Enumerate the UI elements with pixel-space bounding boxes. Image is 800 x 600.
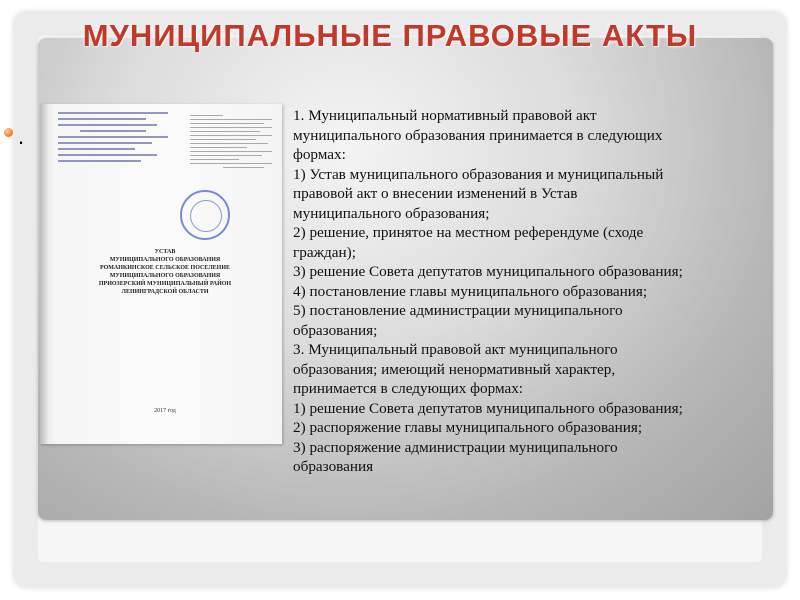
bullet-marker-icon [4,128,13,137]
document-title-line: МУНИЦИПАЛЬНОГО ОБРАЗОВАНИЯ [109,257,221,263]
body-line: 1. Муниципальный нормативный правовой акт [293,107,597,124]
body-line: образования; [293,321,378,339]
body-line: 4) постановление главы муниципального образования; [293,282,648,300]
document-spine [40,104,48,444]
body-line: 1) решение Совета депутатов муниципального образования; [293,399,683,417]
body-line: граждан); [293,243,356,261]
document-year: 2017 год [154,408,176,414]
registration-stamp [58,108,168,166]
body-line: 2) решение, принятое на местном референдуме (сходе [293,224,644,241]
approval-block [190,112,272,171]
slide-title: МУНИЦИПАЛЬНЫЕ ПРАВОВЫЕ АКТЫ [82,18,698,53]
document-title-line: МУНИЦИПАЛЬНОГО ОБРАЗОВАНИЯ [109,273,221,279]
body-line: 1) Устав муниципального образования и муниципальный [293,165,664,183]
document-title-line: РОМАНКИНСКОЕ СЕЛЬСКОЕ ПОСЕЛЕНИЕ [99,265,231,271]
body-line: формах: [293,146,346,163]
document-photo [40,104,282,444]
body-line: муниципального образования принимается в следующих [293,126,663,144]
body-line: муниципального образования; [293,204,490,222]
body-line: правовой акт о внесении изменений в Устав [293,185,578,202]
body-line: принимается в следующих формах: [293,380,524,397]
body-line: 2) распоряжение главы муниципального образования; [293,419,643,436]
document-title [60,248,270,296]
body-line: 3) распоряжение администрации муниципального [293,438,618,456]
bullet-text: . [18,124,25,149]
body-line: образования; имеющий ненормативный характер, [293,360,616,378]
body-text [293,106,763,477]
body-line: 5) постановление администрации муниципального [293,302,623,319]
body-line: образования [293,458,374,475]
seal-stamp-icon [180,190,230,240]
document-title-line: УСТАВ [154,249,176,255]
document-title-line: ПРИОЗЕРСКИЙ МУНИЦИПАЛЬНЫЙ РАЙОН [98,281,232,287]
body-line: 3. Муниципальный правовой акт муниципального [293,341,618,358]
body-line: 3) решение Совета депутатов муниципального образования; [293,263,683,280]
document-title-line: ЛЕНИНГРАДСКОЙ ОБЛАСТИ [121,289,209,295]
